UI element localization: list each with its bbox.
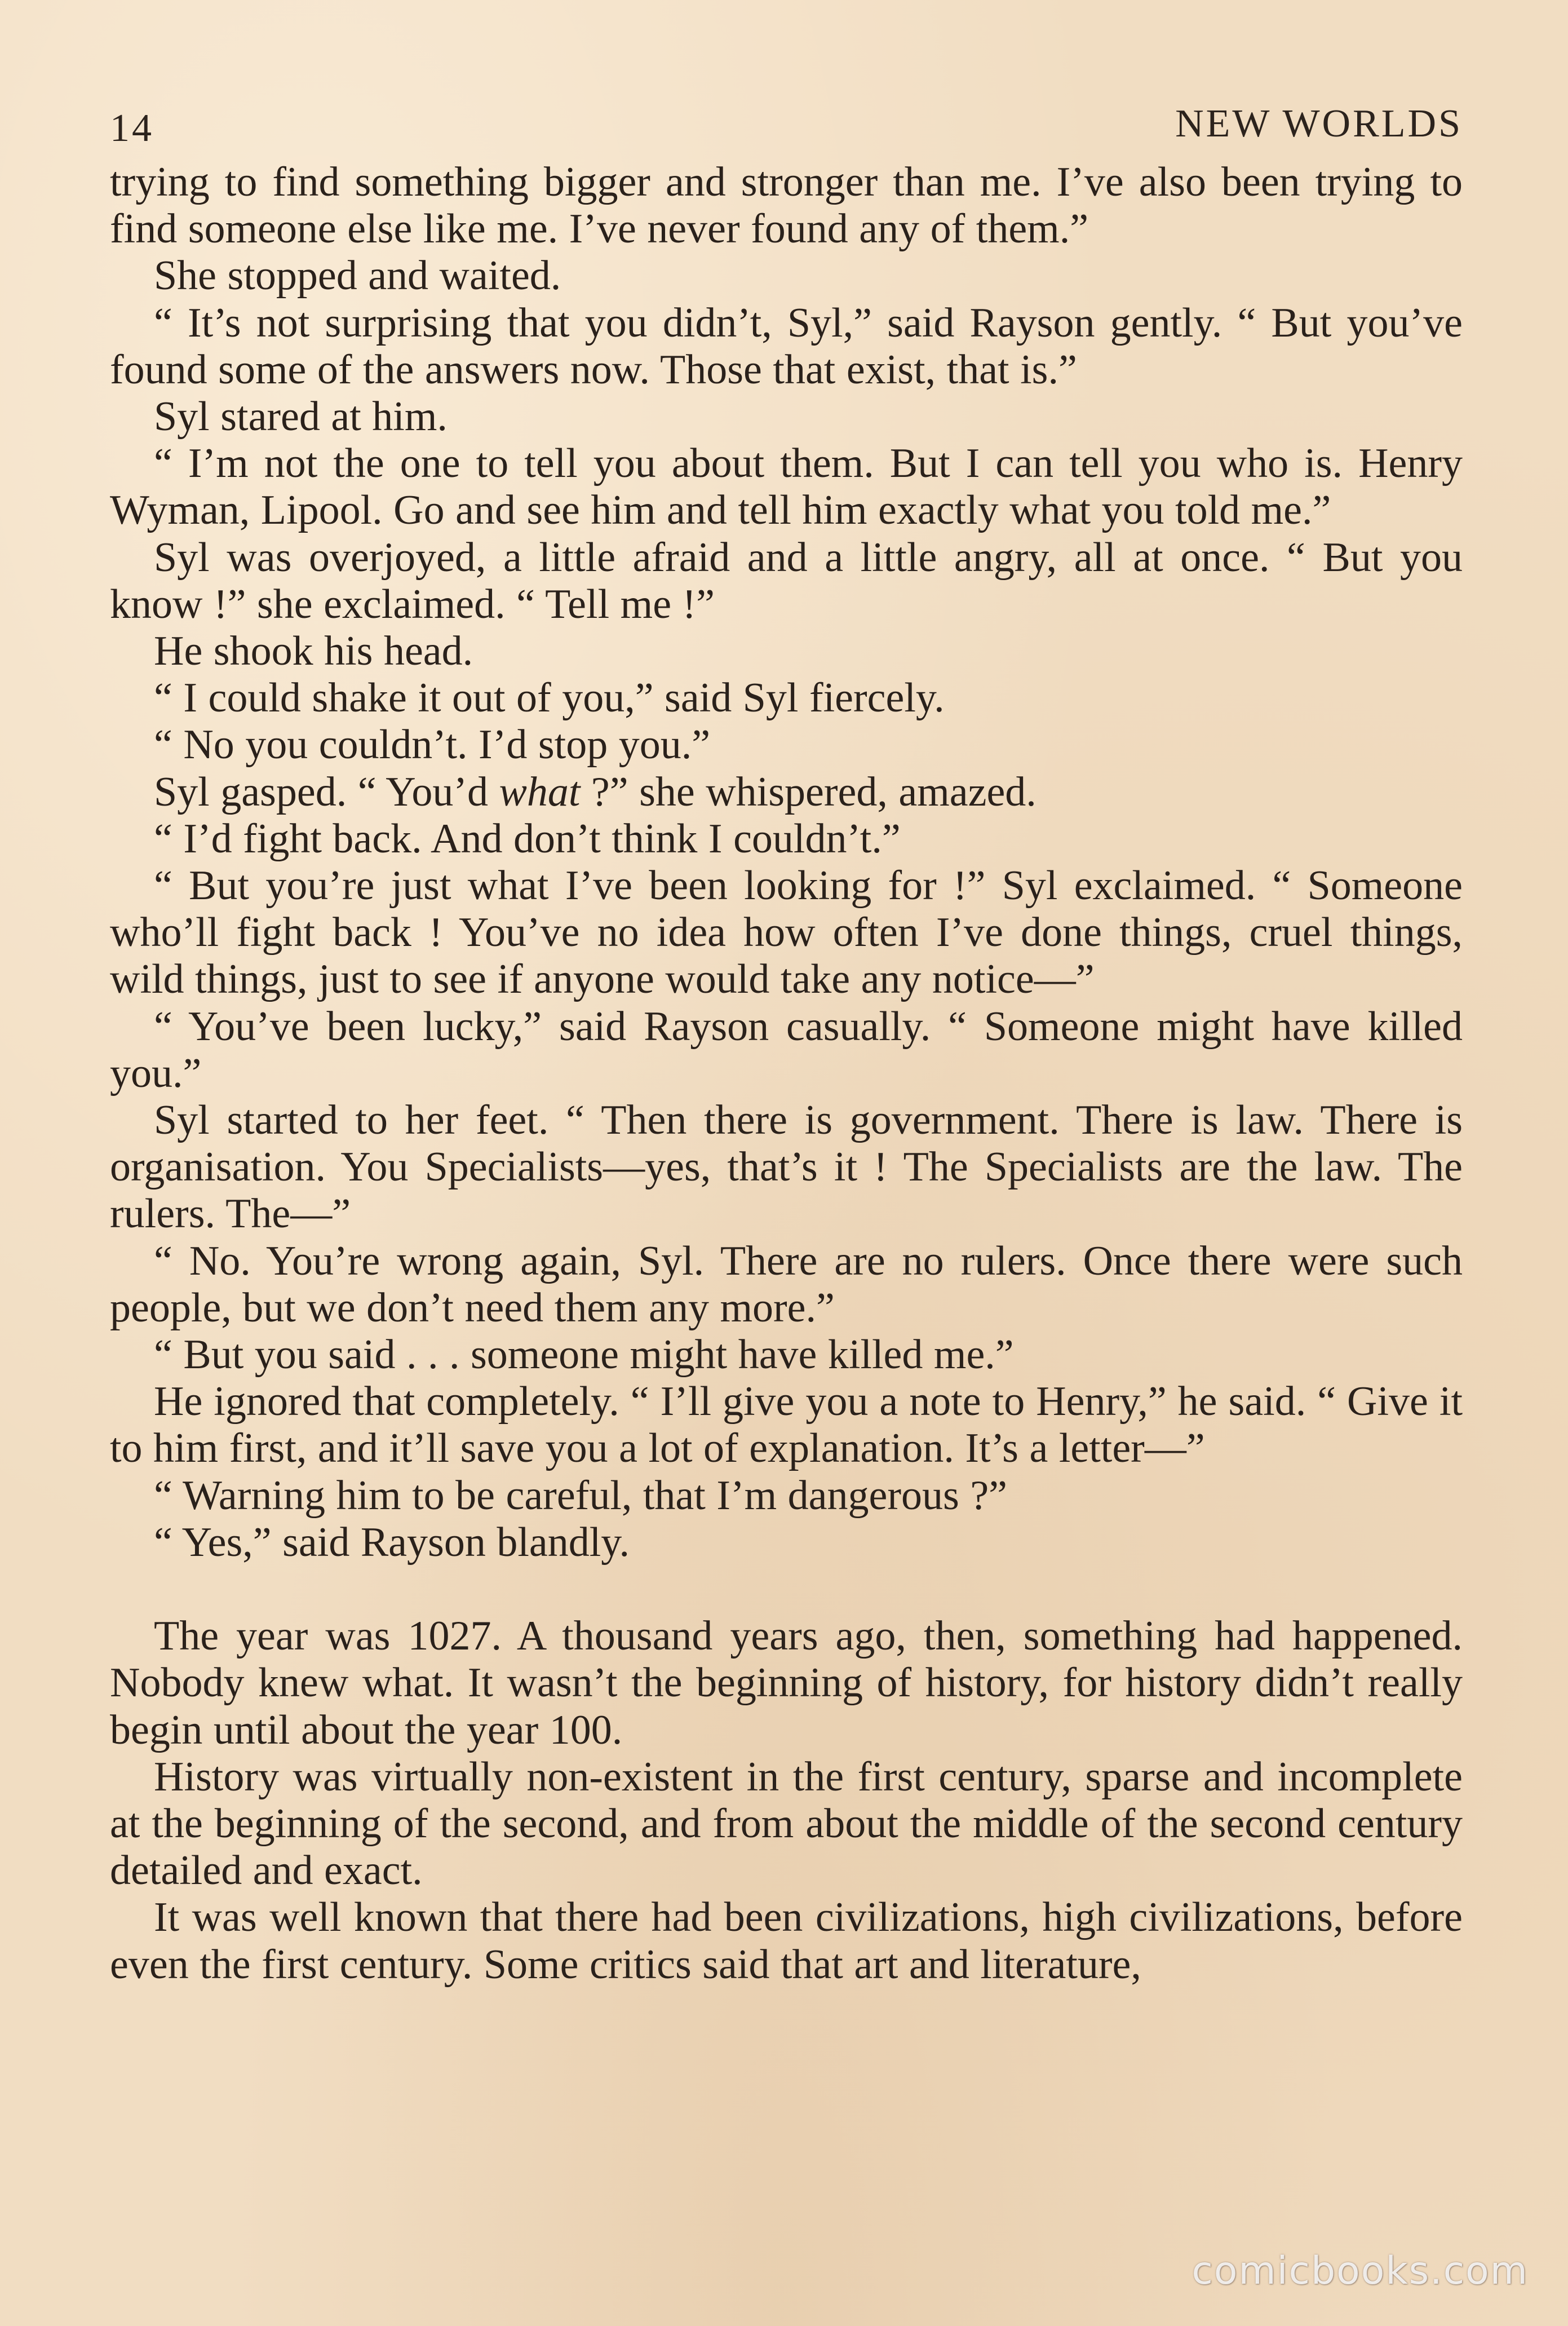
- paragraph: It was well known that there had been civilizations, high civilizations, before even the first century. Some critics said that art and literature,: [110, 1894, 1463, 1988]
- page-number: 14: [110, 107, 154, 150]
- paragraph-text: Syl gasped. “ You’d: [154, 768, 499, 815]
- paragraph: “ Warning him to be careful, that I’m dangerous ?”: [154, 1472, 1008, 1519]
- section-break: [110, 1566, 1463, 1613]
- paragraph: “ No you couldn’t. I’d stop you.”: [154, 722, 711, 768]
- paragraph: Syl stared at him.: [154, 393, 448, 440]
- paragraph-text: ?” she whispered, amazed.: [580, 768, 1037, 815]
- paragraph: Syl started to her feet. “ Then there is government. There is law. There is organisation. You Specialists—yes, that’s it ! The Specialists are the law. The rulers. The—”: [110, 1097, 1463, 1237]
- paragraph: She stopped and waited.: [154, 253, 561, 299]
- paragraph: “ But you’re just what I’ve been looking for !” Syl exclaimed. “ Someone who’ll fight back ! You’ve no idea how often I’ve done things, cruel things, wild things, just to see if anyone would take any notice—”: [110, 863, 1463, 1003]
- paragraph: He ignored that completely. “ I’ll give you a note to Henry,” he said. “ Give it to him first, and it’ll save you a lot of explanation. It’s a letter—”: [110, 1378, 1463, 1472]
- running-head-title: NEW WORLDS: [1175, 102, 1463, 145]
- paragraph: “ No. You’re wrong again, Syl. There are no rulers. Once there were such people, but we don’t need them any more.”: [110, 1237, 1463, 1331]
- page-body: [110, 159, 1463, 1988]
- paragraph-with-emphasis: [110, 769, 1463, 816]
- paragraph: “ I’m not the one to tell you about them. But I can tell you who is. Henry Wyman, Lipool. Go and see him and tell him exactly what you told me.”: [110, 440, 1463, 534]
- paragraph: “ I’d fight back. And don’t think I couldn’t.”: [154, 815, 901, 862]
- paragraph: He shook his head.: [154, 628, 473, 675]
- paragraph: The year was 1027. A thousand years ago, then, something had happened. Nobody knew what. It wasn’t the beginning of history, for history didn’t really begin until about the year 100.: [110, 1613, 1463, 1753]
- paragraph: Syl was overjoyed, a little afraid and a little angry, all at once. “ But you know !” she exclaimed. “ Tell me !”: [110, 534, 1463, 627]
- paragraph: “ I could shake it out of you,” said Syl fiercely.: [154, 675, 945, 722]
- paragraph: History was virtually non-existent in the first century, sparse and incomplete at the beginning of the second, and from about the middle of the second century detailed and exact.: [110, 1753, 1463, 1894]
- book-page: [110, 96, 1463, 1988]
- paragraph: “ But you said . . . someone might have killed me.”: [154, 1332, 1014, 1378]
- paragraph: “ It’s not surprising that you didn’t, Syl,” said Rayson gently. “ But you’ve found some of the answers now. Those that exist, that is.”: [110, 299, 1463, 393]
- paragraph-continued: trying to find something bigger and stronger than me. I’ve also been trying to find someone else like me. I’ve never found any of them.”: [110, 159, 1463, 253]
- site-watermark: comicbooks.com: [1191, 2249, 1529, 2293]
- paragraph: “ You’ve been lucky,” said Rayson casually. “ Someone might have killed you.”: [110, 1003, 1463, 1096]
- page-header: [110, 96, 1463, 159]
- emphasis-word: what: [499, 768, 581, 815]
- paragraph: “ Yes,” said Rayson blandly.: [154, 1519, 630, 1566]
